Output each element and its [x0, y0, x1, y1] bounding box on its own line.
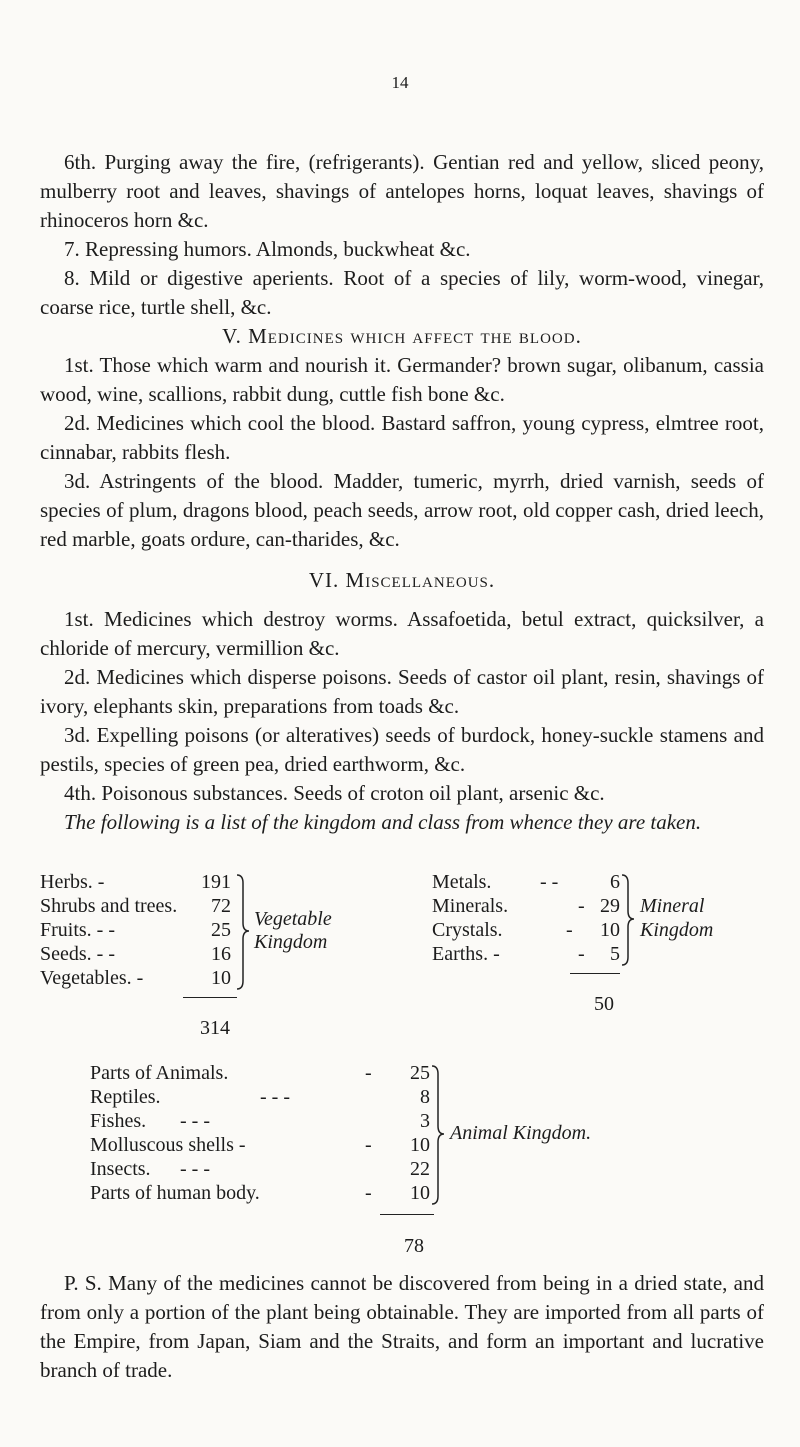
- animal-total-rule: [380, 1214, 434, 1215]
- postscript: [40, 1269, 764, 1385]
- paragraph-v-2d: 2d. Medicines which cool the blood. Bastard saffron, young cypress, elmtree root, cinnabar, rabbits flesh.: [40, 411, 764, 464]
- animal-total: 78: [404, 1235, 424, 1257]
- vegetable-total: 314: [200, 1017, 230, 1039]
- mineral-count-metals: 6: [610, 871, 620, 893]
- vegetable-row-fruits: Fruits. - -: [40, 919, 115, 941]
- mineral-label-line1: Mineral: [640, 895, 705, 917]
- vegetable-count-vegetables: 10: [211, 967, 231, 989]
- vegetable-count-fruits: 25: [211, 919, 231, 941]
- paragraph-7-repressing: 7. Repressing humors. Almonds, buckwheat &c.: [64, 237, 471, 261]
- vegetable-count-shrubs: 72: [211, 895, 231, 917]
- vegetable-row-seeds: Seeds. - -: [40, 943, 115, 965]
- section-v-heading: V. Medicines which affect the blood.: [222, 324, 582, 348]
- animal-count-fishes: 3: [420, 1110, 430, 1132]
- animal-row-human-body: Parts of human body.: [90, 1182, 260, 1204]
- animal-count-molluscous: 10: [410, 1134, 430, 1156]
- animal-brace: [430, 1064, 446, 1206]
- mineral-row-minerals: Minerals.: [432, 895, 509, 917]
- mineral-dots-metals: - -: [540, 871, 559, 893]
- vegetable-count-seeds: 16: [211, 943, 231, 965]
- animal-count-insects: 22: [410, 1158, 430, 1180]
- vegetable-label-line2: Kingdom: [254, 931, 328, 953]
- paragraph-v-1st: 1st. Those which warm and nourish it. Germander? brown sugar, olibanum, cassia wood, wine, scallions, rabbit dung, cuttle fish bone &c.: [40, 353, 764, 406]
- animal-count-parts-animals: 25: [410, 1062, 430, 1084]
- animal-dots-insects: - - -: [180, 1158, 210, 1180]
- body-text-upper: [40, 148, 764, 837]
- mineral-dots-minerals: -: [578, 895, 585, 917]
- animal-dots-molluscous: -: [365, 1134, 372, 1156]
- animal-row-fishes: Fishes.: [90, 1110, 147, 1132]
- animal-dots-reptiles: - - -: [260, 1086, 290, 1108]
- mineral-row-earths: Earths. -: [432, 943, 500, 965]
- mineral-dots-crystals: -: [566, 919, 573, 941]
- paragraph-vi-4th: 4th. Poisonous substances. Seeds of croton oil plant, arsenic &c.: [64, 781, 605, 805]
- vegetable-brace: [235, 873, 251, 991]
- paragraph-vi-1st: 1st. Medicines which destroy worms. Assafoetida, betul extract, quicksilver, a chloride of mercury, vermillion &c.: [40, 607, 764, 660]
- animal-dots-human-body: -: [365, 1182, 372, 1204]
- mineral-count-earths: 5: [610, 943, 620, 965]
- vegetable-total-rule: [183, 997, 237, 998]
- animal-dots-fishes: - - -: [180, 1110, 210, 1132]
- animal-row-molluscous: Molluscous shells -: [90, 1134, 246, 1156]
- mineral-row-crystals: Crystals.: [432, 919, 503, 941]
- mineral-count-minerals: 29: [600, 895, 620, 917]
- mineral-count-crystals: 10: [600, 919, 620, 941]
- animal-dots-parts-animals: -: [365, 1062, 372, 1084]
- vegetable-label-line1: Vegetable: [254, 908, 332, 930]
- animal-count-human-body: 10: [410, 1182, 430, 1204]
- vegetable-row-vegetables: Vegetables. -: [40, 967, 144, 989]
- page-number: 14: [391, 73, 409, 92]
- mineral-row-metals: Metals.: [432, 871, 492, 893]
- mineral-label-line2: Kingdom: [640, 919, 714, 941]
- vegetable-row-herbs: Herbs. -: [40, 871, 105, 893]
- mineral-dots-earths: -: [578, 943, 585, 965]
- kingdom-list-intro: The following is a list of the kingdom and class from whence they are taken.: [64, 810, 702, 834]
- paragraph-vi-3d: 3d. Expelling poisons (or alteratives) seeds of burdock, honey-suckle stamens and pestils, species of green pea, dried earthworm, &c.: [40, 723, 764, 776]
- paragraph-v-3d: 3d. Astringents of the blood. Madder, tumeric, myrrh, dried varnish, seeds of species of plum, dragons blood, peach seeds, arrow root, old copper cash, dried leech, red marble, goats ordure, can-tharides, &c.: [40, 469, 764, 551]
- mineral-brace: [620, 873, 636, 967]
- section-vi-heading: VI. Miscellaneous.: [308, 568, 496, 592]
- postscript-text: P. S. Many of the medicines cannot be discovered from being in a dried state, and from only a portion of the plant being obtainable. They are imported from all parts of the Empire, from Japan, Siam and the Straits, and form an important and lucrative branch of trade.: [40, 1271, 764, 1382]
- paragraph-6th-purging: 6th. Purging away the fire, (refrigerants). Gentian red and yellow, sliced peony, mulberry root and leaves, shavings of antelopes horns, loquat leaves, shavings of rhinoceros horn &c.: [40, 150, 764, 232]
- animal-label: Animal Kingdom.: [450, 1122, 592, 1144]
- paragraph-8-aperients: 8. Mild or digestive aperients. Root of a species of lily, worm-wood, vinegar, coarse rice, turtle shell, &c.: [40, 266, 764, 319]
- vegetable-count-herbs: 191: [201, 871, 231, 893]
- animal-row-parts-animals: Parts of Animals.: [90, 1062, 229, 1084]
- animal-count-reptiles: 8: [420, 1086, 430, 1108]
- paragraph-vi-2d: 2d. Medicines which disperse poisons. Seeds of castor oil plant, resin, shavings of ivory, elephants skin, preparations from toads &c.: [40, 665, 764, 718]
- vegetable-row-shrubs: Shrubs and trees.: [40, 895, 178, 917]
- mineral-total-rule: [570, 973, 620, 974]
- mineral-total: 50: [594, 993, 614, 1015]
- animal-row-reptiles: Reptiles.: [90, 1086, 161, 1108]
- animal-row-insects: Insects.: [90, 1158, 151, 1180]
